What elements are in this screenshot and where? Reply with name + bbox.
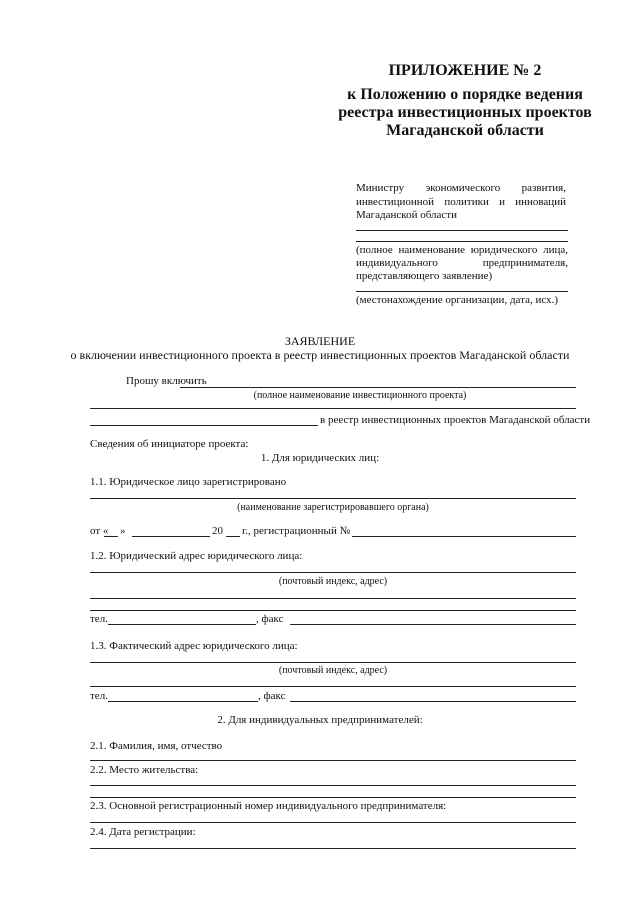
appendix-subtitle-line2: реестра инвестиционных проектов bbox=[338, 104, 592, 121]
registration-number-label: г., регистрационный № bbox=[242, 525, 351, 537]
date-quote-close: » bbox=[120, 525, 126, 537]
applicant-caption-line1 bbox=[356, 244, 568, 256]
addressee-line2 bbox=[356, 196, 566, 208]
fax-line[interactable] bbox=[290, 701, 576, 702]
applicant-caption-line2 bbox=[356, 257, 568, 269]
actual-address-caption: (почтовый индекс, адрес) bbox=[278, 665, 388, 676]
month-line[interactable] bbox=[132, 536, 210, 537]
fax-label: , факс bbox=[258, 690, 286, 702]
appendix-subtitle-line1: к Положению о порядке ведения bbox=[347, 86, 583, 103]
addressee-word: Министру bbox=[356, 182, 405, 194]
registration-date-line[interactable] bbox=[90, 848, 576, 849]
item-2-1: 2.1. Фамилия, имя, отчество bbox=[90, 740, 223, 752]
section-entrepreneurs: 2. Для индивидуальных предпринимателей: bbox=[217, 714, 423, 726]
phone-label: тел. bbox=[90, 613, 108, 625]
request-label: Прошу включить bbox=[126, 375, 207, 387]
applicant-caption-line3: представляющего заявление) bbox=[356, 270, 493, 282]
fax-line[interactable] bbox=[290, 624, 576, 625]
addressee-line3: Магаданской области bbox=[356, 209, 457, 221]
fill-line[interactable] bbox=[90, 598, 576, 599]
appendix-title: ПРИЛОЖЕНИЕ № 2 bbox=[388, 62, 542, 79]
item-1-1: 1.1. Юридическое лицо зарегистрировано bbox=[90, 476, 287, 488]
addressee-word: и bbox=[499, 196, 505, 208]
registration-organ-line[interactable] bbox=[90, 498, 576, 499]
fill-line[interactable] bbox=[90, 797, 576, 798]
addressee-word: политики bbox=[444, 196, 489, 208]
initiator-heading: Сведения об инициаторе проекта: bbox=[90, 438, 249, 450]
fill-line[interactable] bbox=[90, 408, 576, 409]
legal-address-line[interactable] bbox=[90, 572, 576, 573]
caption-word: юридического bbox=[470, 244, 538, 256]
year-line[interactable] bbox=[226, 536, 240, 537]
caption-word: предпринимателя, bbox=[482, 257, 568, 269]
actual-address-line[interactable] bbox=[90, 662, 576, 663]
caption-word: лица, bbox=[543, 244, 568, 256]
fill-line[interactable] bbox=[90, 610, 576, 611]
project-name-caption: (полное наименование инвестиционного проекта) bbox=[253, 390, 467, 401]
phone-label: тел. bbox=[90, 690, 108, 702]
item-1-2: 1.2. Юридический адрес юридического лица: bbox=[90, 550, 303, 562]
day-line[interactable] bbox=[104, 536, 118, 537]
full-name-line[interactable] bbox=[90, 760, 576, 761]
fill-line[interactable] bbox=[90, 425, 318, 426]
caption-word: (полное bbox=[356, 244, 393, 256]
addressee-line1 bbox=[356, 182, 566, 194]
addressee-word: инноваций bbox=[515, 196, 566, 208]
registration-number-line[interactable] bbox=[352, 536, 576, 537]
phone-line[interactable] bbox=[108, 624, 256, 625]
fill-line[interactable] bbox=[90, 686, 576, 687]
addressee-word: инвестиционной bbox=[356, 196, 435, 208]
fill-line[interactable] bbox=[356, 230, 568, 231]
location-caption: (местонахождение организации, дата, исх.) bbox=[356, 294, 558, 306]
caption-word: наименование bbox=[398, 244, 465, 256]
statement-subtitle: о включении инвестиционного проекта в реестр инвестиционных проектов Магаданской области bbox=[70, 348, 570, 362]
statement-title: ЗАЯВЛЕНИЕ bbox=[284, 334, 356, 348]
addressee-word: экономического bbox=[425, 182, 501, 194]
item-2-4: 2.4. Дата регистрации: bbox=[90, 826, 196, 838]
section-legal-entities: 1. Для юридических лиц: bbox=[260, 452, 380, 464]
project-name-line[interactable] bbox=[180, 387, 576, 388]
fill-line[interactable] bbox=[356, 241, 568, 242]
item-2-3: 2.3. Основной регистрационный номер индивидуального предпринимателя: bbox=[90, 800, 447, 812]
registry-text: в реестр инвестиционных проектов Магаданской области bbox=[320, 414, 591, 426]
date-from-label: от « bbox=[90, 525, 109, 537]
legal-address-caption: (почтовый индекс, адрес) bbox=[278, 576, 388, 587]
phone-line[interactable] bbox=[108, 701, 258, 702]
caption-word: индивидуального bbox=[356, 257, 438, 269]
registration-number-ip-line[interactable] bbox=[90, 822, 576, 823]
fax-label: , факс bbox=[256, 613, 284, 625]
registration-organ-caption: (наименование зарегистрировавшего органа) bbox=[237, 502, 429, 513]
residence-line[interactable] bbox=[90, 785, 576, 786]
item-2-2: 2.2. Место жительства: bbox=[90, 764, 199, 776]
appendix-subtitle-line3: Магаданской области bbox=[386, 122, 544, 139]
year-prefix: 20 bbox=[212, 525, 223, 537]
addressee-word: развития, bbox=[521, 182, 566, 194]
item-1-3: 1.3. Фактический адрес юридического лица: bbox=[90, 640, 298, 652]
fill-line[interactable] bbox=[356, 291, 568, 292]
